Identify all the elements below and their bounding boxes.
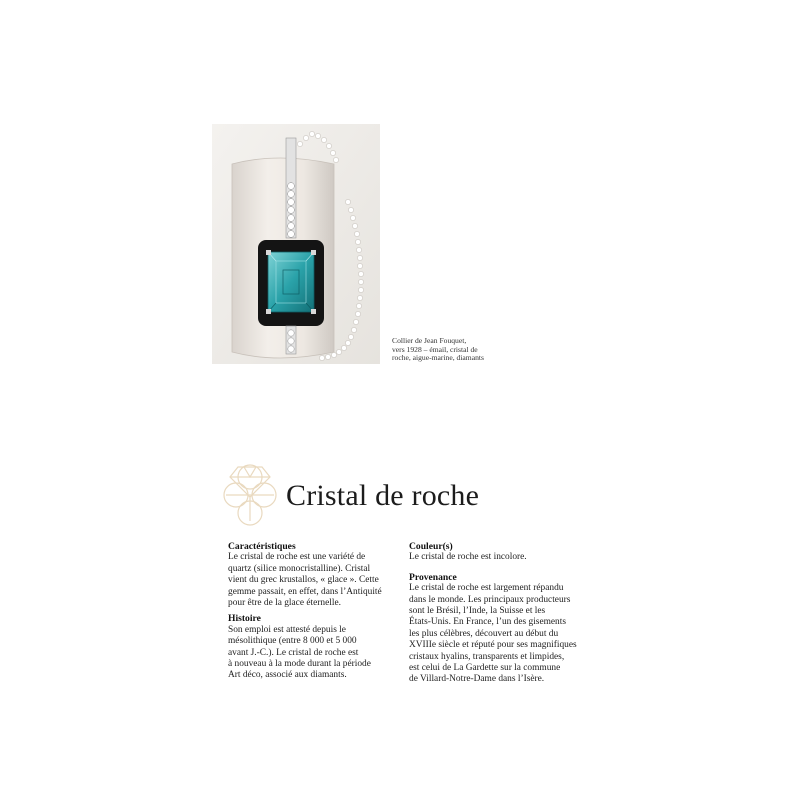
section-provenance [409,572,589,686]
text-line: Le cristal de roche est incolore. [409,552,527,563]
text-line: avant J.-C.). Le cristal de roche est [228,647,359,658]
section-couleurs [409,541,589,564]
text-line: vient du grec krustallos, « glace ». Cette [228,575,379,586]
text-line: est celui de La Gardette sur la commune [409,663,561,674]
text-line: pour être de la glace éternelle. [228,598,341,609]
right-column [409,541,589,690]
text-line: à nouveau à la mode durant la période [228,659,371,670]
left-column [228,541,404,686]
text-line: Le cristal de roche est largement répandu [409,583,564,594]
necklace-photo [212,124,380,364]
title-block [218,455,598,535]
section-heading: Couleur(s) [409,541,453,552]
text-line: sont le Brésil, l’Inde, la Suisse et les [409,606,546,617]
text-line: cristaux hyalins, transparents et limpides, [409,651,565,662]
section-heading: Provenance [409,571,457,583]
text-line: Son emploi est attesté depuis le [228,624,346,635]
text-line: États-Unis. En France, l’un des gisements [409,617,566,628]
text-line: de Villard-Notre-Dame dans l’Isère. [409,674,545,685]
text-line: dans le monde. Les principaux producteurs [409,594,571,605]
photo-caption [392,337,532,363]
section-histoire [228,613,404,681]
page-title: Cristal de roche [286,479,480,512]
text-line: XVIIIe siècle et réputé pour ses magnifiques [409,640,577,651]
section-heading: Histoire [228,613,261,625]
gem-motif-icon [218,455,282,535]
diamonds-bottom [288,330,294,352]
caption-line: roche, aigue-marine, diamants [392,353,484,363]
text-line: gemme passait, en effet, dans l’Antiquité [228,586,382,597]
section-heading: Caractéristiques [228,541,296,552]
text-line: Le cristal de roche est une variété de [228,552,366,563]
caption-line: vers 1928 – émail, cristal de [392,344,478,354]
text-line: les plus célèbres, découvert au début du [409,628,559,639]
caption-line: Collier de Jean Fouquet, [392,336,467,345]
text-line: quartz (silice monocristalline). Cristal [228,563,371,574]
text-line: Art déco, associé aux diamants. [228,670,347,681]
text-line: mésolithique (entre 8 000 et 5 000 [228,636,357,647]
section-caracteristiques [228,541,404,609]
